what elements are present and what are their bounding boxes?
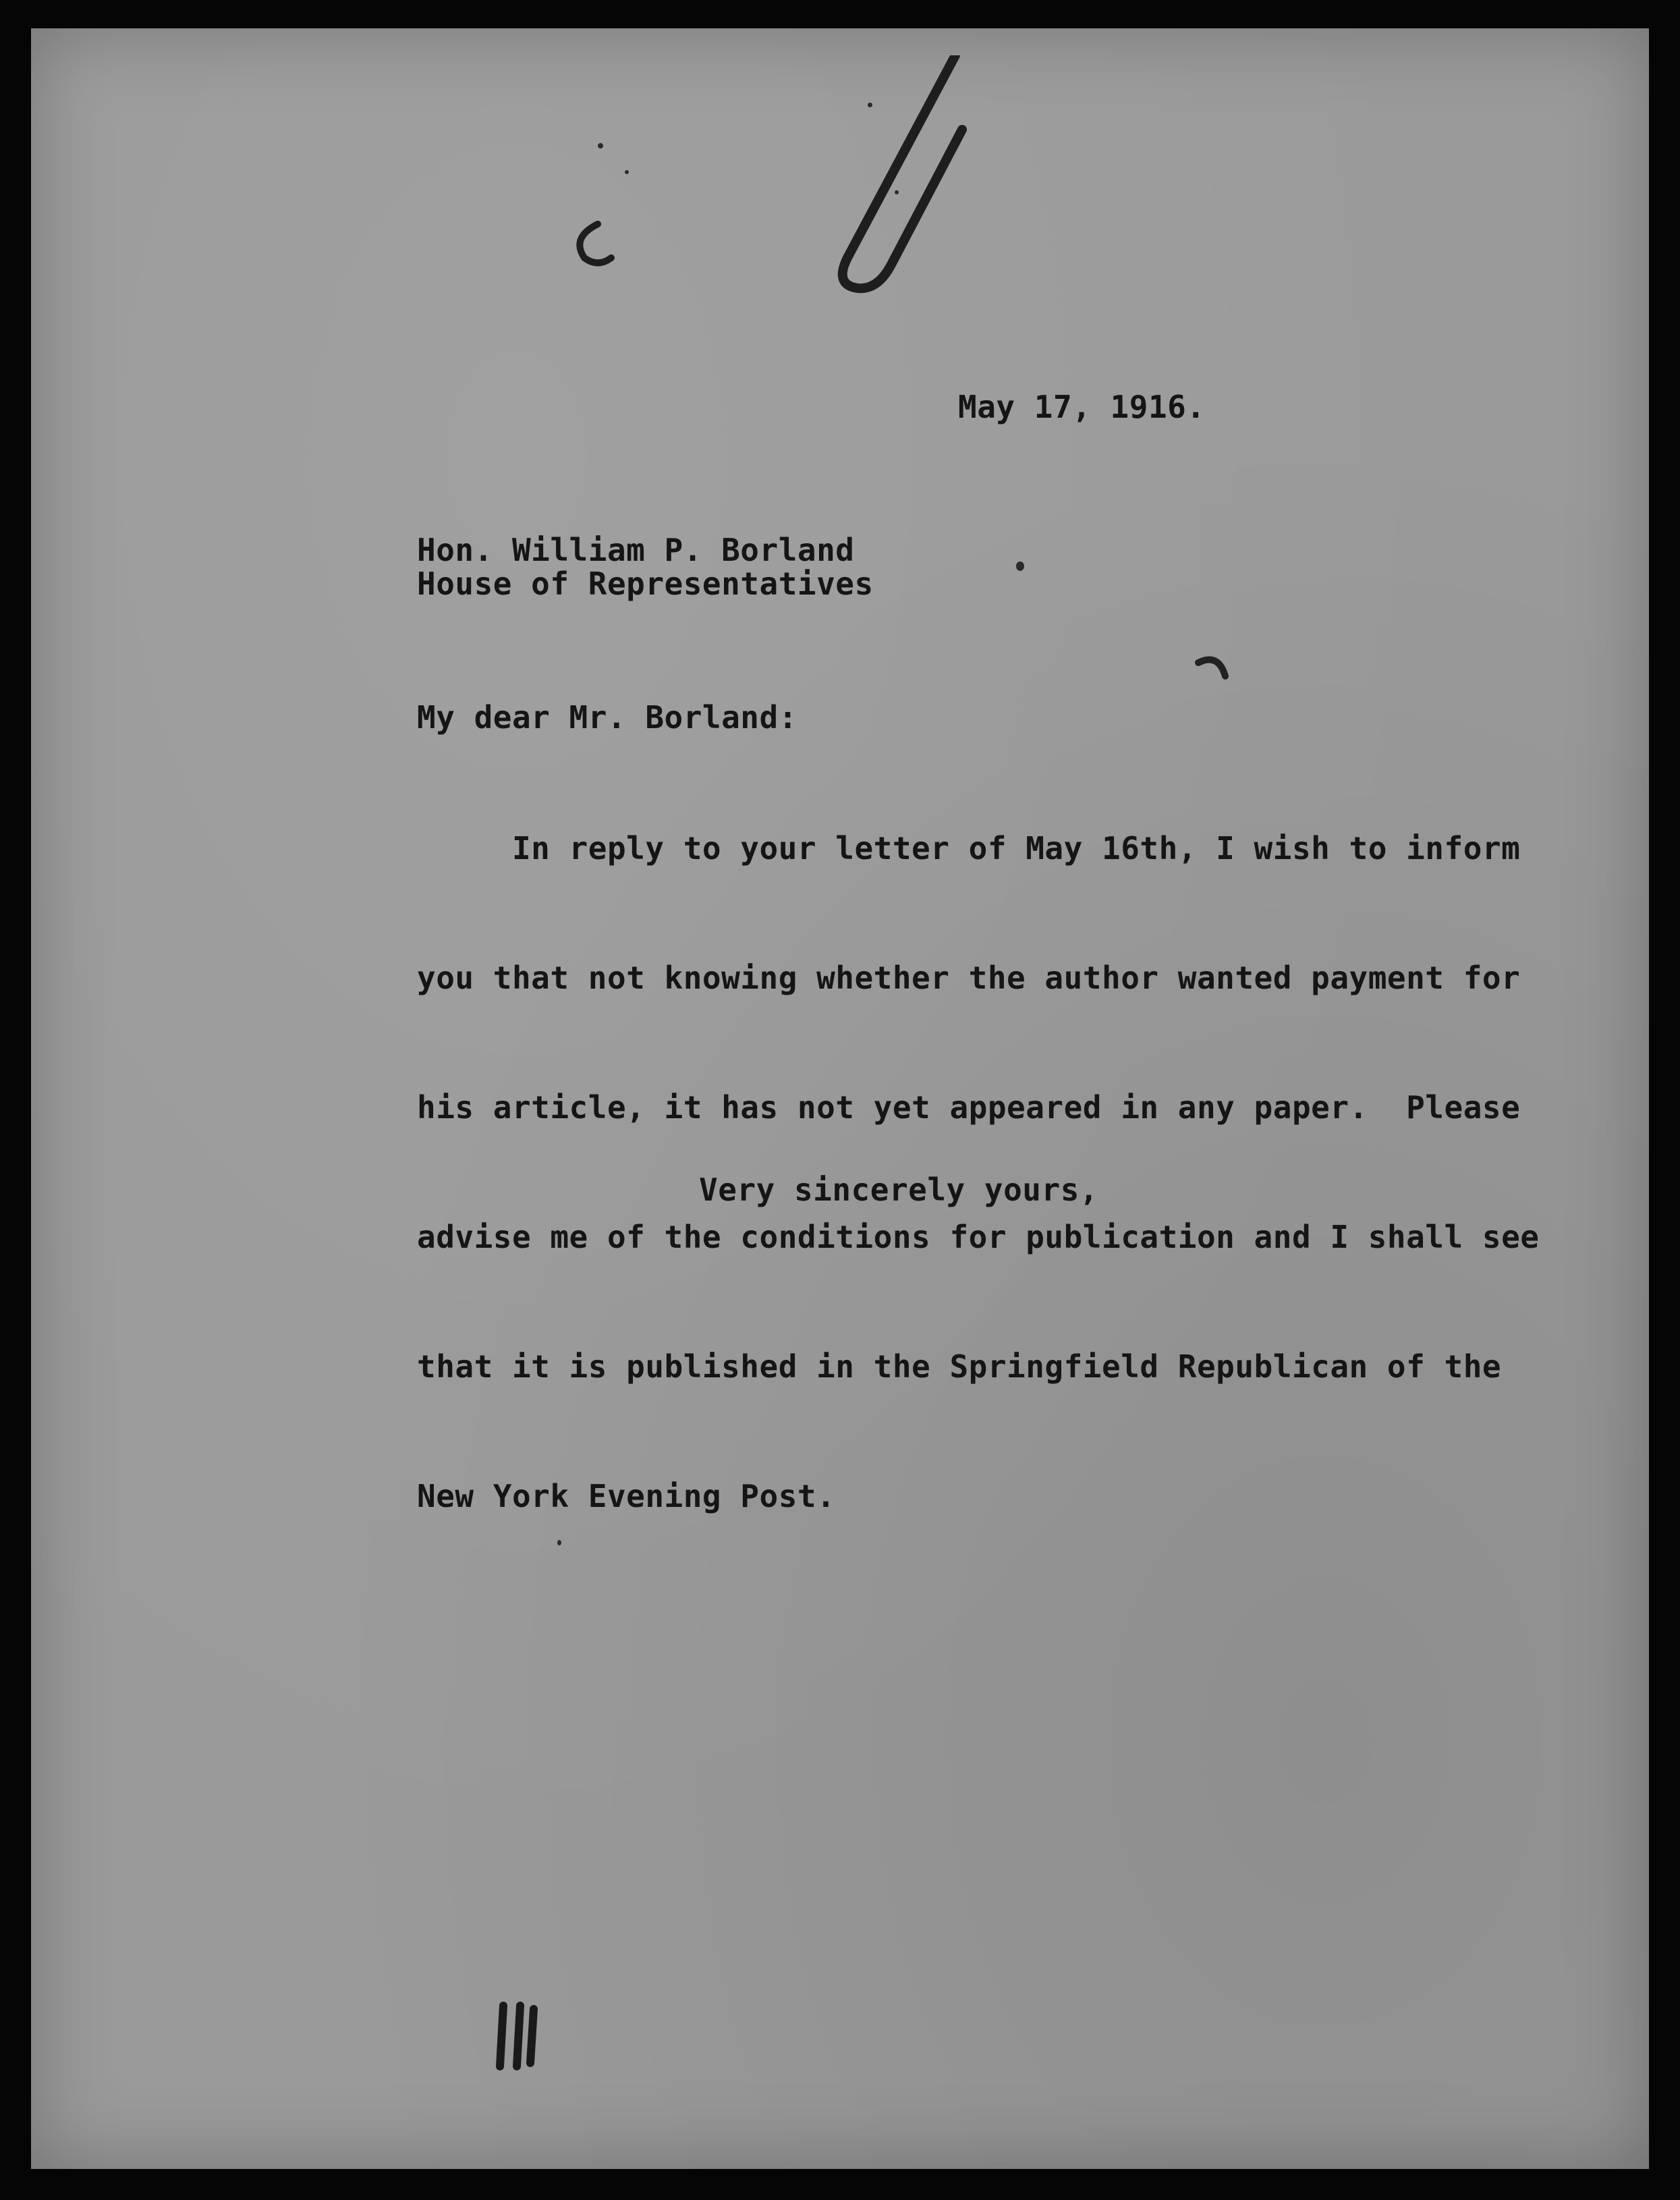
closing: Very sincerely yours,: [699, 1172, 1099, 1208]
letter-page: [31, 28, 1649, 2169]
body-line: that it is published in the Springfield Republican of the: [417, 1348, 1502, 1385]
recipient-name: Hon. William P. Borland: [417, 532, 855, 568]
letter-date: May 17, 1916.: [958, 389, 1206, 425]
paperclip-mark: [766, 55, 969, 298]
speck: [1016, 561, 1024, 571]
salutation: My dear Mr. Borland:: [417, 699, 797, 736]
body-line: his article, it has not yet appeared in any paper. Please: [417, 1089, 1521, 1126]
margin-mark: [490, 1999, 551, 2080]
body-line: you that not knowing whether the author wanted payment for: [417, 960, 1521, 996]
speck: [598, 143, 603, 148]
recipient-office: House of Representatives: [417, 566, 874, 602]
ink-mark: [1192, 649, 1245, 703]
speck: [868, 103, 872, 107]
speck: [625, 170, 629, 174]
body-line: In reply to your letter of May 16th, I wish to inform: [417, 830, 1521, 867]
staple-mark: [557, 204, 638, 285]
speck: [895, 190, 899, 194]
body-line: advise me of the conditions for publication and I shall see: [417, 1219, 1540, 1255]
body-line: New York Evening Post.: [417, 1478, 836, 1514]
